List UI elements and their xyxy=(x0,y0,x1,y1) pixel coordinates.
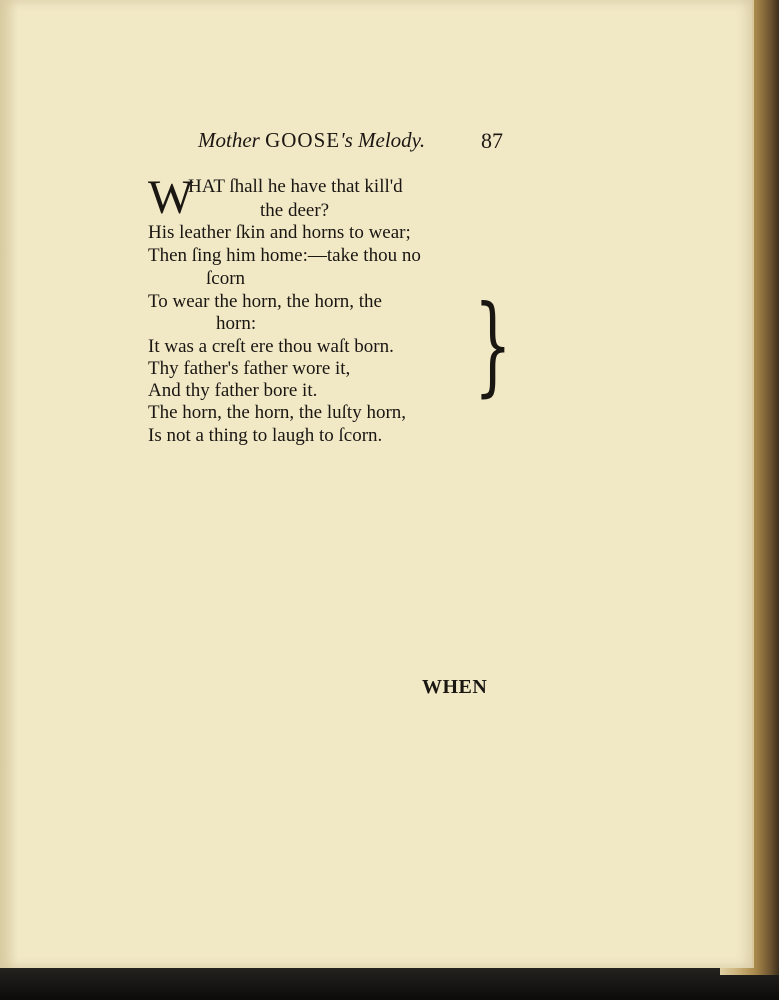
header-word-mother: Mother xyxy=(198,128,260,152)
catchword: WHEN xyxy=(422,676,488,698)
poem-line: His leather ſkin and horns to wear; xyxy=(148,222,411,243)
poem-line: Is not a thing to laugh to ſcorn. xyxy=(148,425,383,446)
gutter-shadow xyxy=(0,0,18,968)
header-word-goose: GOOSE xyxy=(265,128,341,152)
poem-line: ſcorn xyxy=(206,268,246,289)
header-word-melody: 's Melody. xyxy=(340,128,426,152)
poem-line: The horn, the horn, the luſty horn, xyxy=(148,402,407,423)
drop-cap: W xyxy=(148,171,194,224)
poem-line: Thy father's father wore it, xyxy=(148,358,351,379)
poem-line: horn: xyxy=(216,313,257,334)
poem-line: And thy father bore it. xyxy=(148,380,318,401)
running-header xyxy=(198,128,508,153)
poem-line: the deer? xyxy=(260,200,330,221)
poem-line: To wear the horn, the horn, the xyxy=(148,291,382,312)
poem-line: HAT ſhall he have that kill'd xyxy=(188,176,403,197)
poem-line: Then ſing him home:—take thou no xyxy=(148,245,421,266)
poem-line: It was a creſt ere thou waſt born. xyxy=(148,336,394,357)
brace-bracket: } xyxy=(474,283,512,408)
page-number: 87 xyxy=(481,128,503,153)
